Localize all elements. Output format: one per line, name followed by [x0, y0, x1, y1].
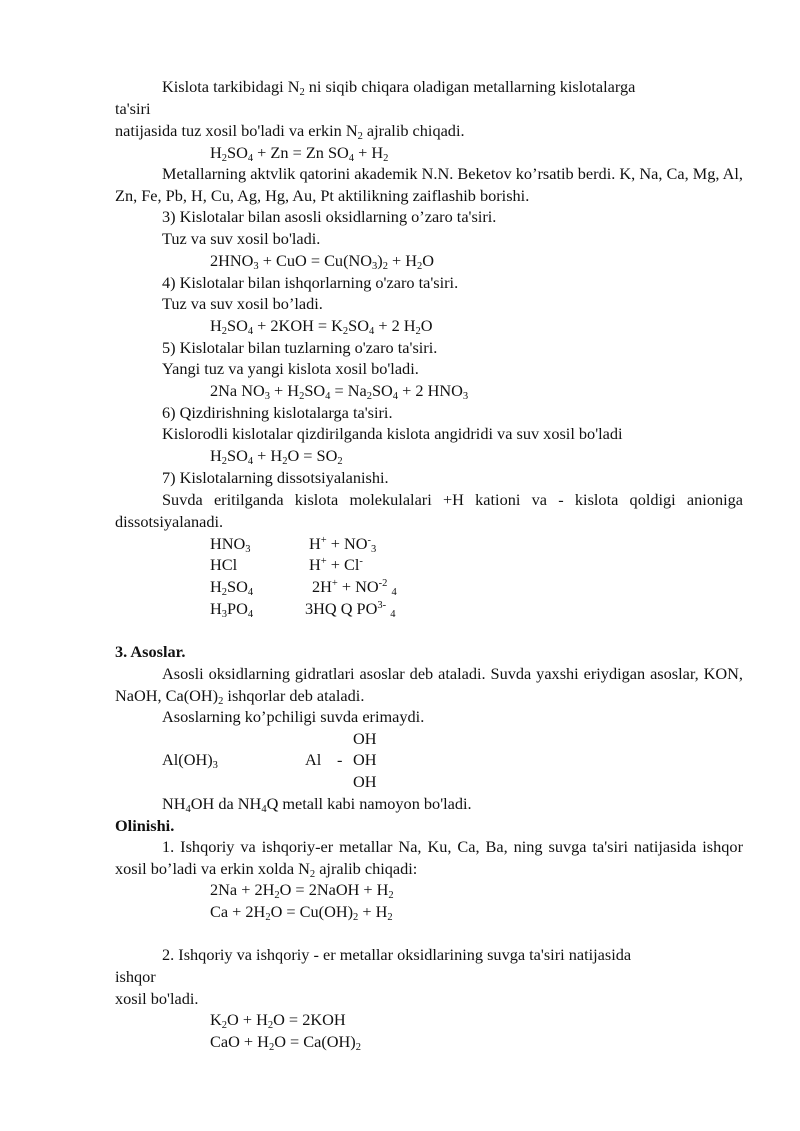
diss-acid: $H_2SO_4$ [210, 577, 254, 598]
structure-oh-mid: OH [353, 750, 377, 769]
equation-h2so4-zn: $H_2SO_4 + Zn = Zn$ $SO_4 + H_2$ [210, 143, 389, 164]
para-line: ta'siri [115, 99, 151, 118]
paragraph-line: $NH_4OH$ da $NH_4Q$ metall kabi namoyon bo'ladi. [162, 794, 472, 815]
section-7-heading: 7) Kislotalarning dissotsiyalanishi. [162, 468, 389, 487]
equation-cao-h2o: CaO + $H_2O = Ca(OH)_2$ [210, 1032, 361, 1053]
structure-dash: - [337, 750, 343, 769]
diss-acid: $H_3PO_4$ [210, 599, 254, 620]
structure-oh-bottom: OH [353, 772, 377, 791]
paragraph-line: xosil bo'ladi. [115, 989, 199, 1008]
equation-h2so4-koh: $H_2SO_4 + 2KOH = K_2SO_4 + 2$ $H_2O$ [210, 316, 433, 337]
section-5-heading: 5) Kislotalar bilan tuzlarning o'zaro ta'siri. [162, 338, 438, 357]
section-heading-olinishi: Olinishi. [115, 816, 175, 835]
structure-oh-top: OH [353, 729, 377, 748]
equation-ca-h2o: $Ca + 2H_2O = Cu(OH)_2 + H_2$ [210, 902, 393, 923]
section-7-text: Suvda eritilganda kislota molekulalari +H kationi va - kislota qoldigi anioniga dissotsiyalanadi. [115, 490, 743, 531]
para-line: natijasida tuz xosil bo'ladi va erkin $N_2$ ajralib chiqadi. [115, 121, 465, 142]
equation-h2so4-h2o: $H_2SO_4 + H_2O = SO_2$ [210, 446, 343, 467]
diss-ions: $2H^+ + NO^{-2}$ $_4$ [312, 577, 397, 598]
section-4-text: Tuz va suv xosil bo’ladi. [162, 294, 323, 313]
section-heading-asoslar: 3. Asoslar. [115, 642, 186, 661]
section-5-text: Yangi tuz va yangi kislota xosil bo'ladi. [162, 359, 419, 378]
diss-ions: H+ + Cl- [309, 555, 363, 574]
equation-nano3-h2so4: 2Na $NO_3 + H_2SO_4 = Na_2SO_4 + 2$ $HNO_3$ [210, 381, 469, 402]
paragraph-olinishi-2: 2. Ishqoriy va ishqoriy - er metallar oksidlarining suvga ta'siri natijasida [162, 945, 632, 964]
equation-hno3-cuo: $2HNO_3$ + CuO = $Cu(NO_3)_2 + H_2O$ [210, 251, 435, 272]
structure-al: Al [305, 750, 322, 769]
para-line: Kislota tarkibidagi $N_2$ ni siqib chiqara oladigan metallarning kislotalarga [162, 77, 636, 98]
section-6-text: Kislorodli kislotalar qizdirilganda kislota angidridi va suv xosil bo'ladi [162, 424, 623, 443]
structure-formula: $Al(OH)_3$ [162, 750, 218, 771]
paragraph-beketov: Metallarning aktvlik qatorini akademik N.N. Beketov ko’rsatib berdi. K, Na, Ca, Mg, Al, Zn, Fe, Pb, H, Cu, Ag, Hg, Au, Pt aktilikning zaiflashib borishi. [115, 164, 743, 205]
paragraph-line: ishqor [115, 967, 156, 986]
diss-acid: HCl [210, 555, 238, 574]
paragraph-line: Asoslarning ko’pchiligi suvda erimaydi. [162, 707, 425, 726]
diss-ions: 3HQ Q $PO^{3-}$ $_4$ [305, 599, 396, 620]
paragraph-olinishi-1: 1. Ishqoriy va ishqoriy-er metallar Na, Ku, Ca, Ba, ning suvga ta'siri natijasida ishqor xosil bo’ladi va erkin xolda $N_2$ ajralib chiqadi: [115, 837, 743, 880]
paragraph-asoslar: Asosli oksidlarning gidratlari asoslar deb ataladi. Suvda yaxshi eriydigan asoslar, KON, NaOH, $Ca(OH)_2$ ishqorlar deb ataladi. [115, 664, 743, 707]
equation-k2o-h2o: $K_2O + H_2O = 2KOH$ [210, 1010, 346, 1031]
section-3-heading: 3) Kislotalar bilan asosli oksidlarning o’zaro ta'siri. [162, 207, 497, 226]
section-3-text: Tuz va suv xosil bo'ladi. [162, 229, 321, 248]
section-6-heading: 6) Qizdirishning kislotalarga ta'siri. [162, 403, 393, 422]
equation-na-h2o: $2Na + 2H_2O$ = 2NaOH + $H_2$ [210, 880, 394, 901]
diss-ions: $H^+ + NO^-_3$ [309, 534, 377, 555]
diss-acid: $HNO_3$ [210, 534, 251, 555]
section-4-heading: 4) Kislotalar bilan ishqorlarning o'zaro ta'siri. [162, 273, 459, 292]
